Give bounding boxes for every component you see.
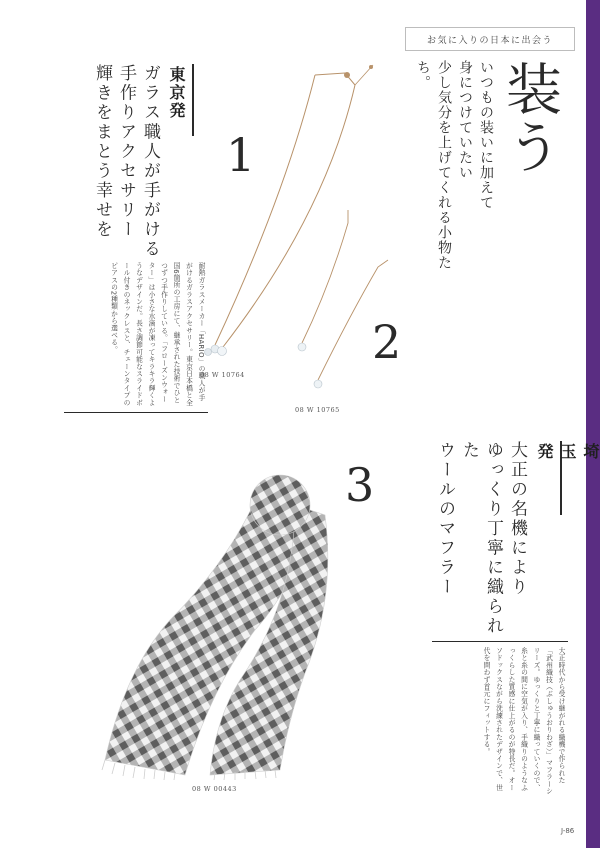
product-number-1: 1 [226, 128, 256, 182]
lead-line: 身につけていたい [457, 60, 473, 180]
lead-text [412, 60, 496, 290]
page-number: J-86 [561, 827, 575, 835]
product-code-earring: 08 W 10765 [295, 406, 340, 414]
tokyo-headline [90, 64, 162, 264]
headline-line: 輝きをまとう幸せを [92, 64, 112, 240]
headline-line: 大正の名機により [507, 441, 527, 597]
page-title: 装う [497, 60, 562, 176]
saitama-description: 大正時代から受け継がれる織機で作られた「武州織技（ぶしゅうおりわざ）」マフラーシリーズ。ゆっくりと丁寧に織っていくので、糸と糸の間に空気が入り、手織りのようなふっくらした質感に仕上がるのが特長だ。オーソドックスながら洗練されたデザインで、世代を問わず首元にフィットする。 [482, 647, 565, 795]
muffler-image [90, 470, 350, 780]
accent-side-bar [586, 0, 600, 848]
headline-line: ゆっくり丁寧に織られた [459, 441, 503, 636]
earrings-image [290, 205, 400, 395]
product-number-2: 2 [372, 315, 402, 369]
product-number-3: 3 [345, 458, 375, 512]
origin-label-saitama: 埼玉発 [535, 443, 600, 461]
saitama-headline [433, 441, 529, 641]
description-rule [432, 641, 568, 642]
lead-line: いつもの装いに加えて [478, 60, 494, 210]
lead-line: 少し気分を上げてくれる小物たち。 [415, 60, 452, 270]
product-code-necklace: 08 W 10764 [200, 371, 245, 379]
headline-line: ウールのマフラー [435, 441, 455, 597]
headline-line: 手作りアクセサリー [116, 64, 136, 240]
header-tag: お気に入りの日本に出会う [405, 27, 575, 51]
description-rule [64, 412, 208, 413]
origin-rule [192, 64, 194, 136]
product-code-muffler: 08 W 00443 [192, 785, 237, 793]
headline-line: ガラス職人が手がける [140, 64, 160, 259]
tokyo-description: 耐熱ガラスメーカー「HARIO」の職人が手がけるガラスアクセサリー。東京日本橋と全国6箇所の工房にて、継承された技術でひとつずつ手作りしている。「フローズンウォーター」は小さな水滴が凍ってキラキラ輝くようなデザインだ。長さ調節可能なスライドボール付きのネックレスと、チェーンタイプのピアスの2種類から選べる。 [109, 262, 205, 406]
origin-label-tokyo: 東京発 [167, 66, 186, 120]
